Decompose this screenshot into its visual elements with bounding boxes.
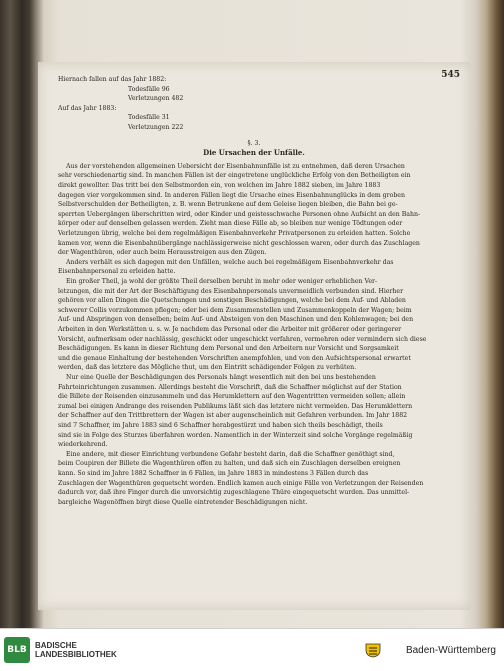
state-coat-of-arms-icon xyxy=(364,642,382,658)
text-line: der Schaffner auf den Trittbrettern der Wagen ist aber augenscheinlich mit Gefahren verbunden. Im Jahr 1882 xyxy=(58,412,408,420)
text-line: Auf- und Abspringen von denselben; beim Auf- und Absteigen von den Maschinen und den Kohlenwagen; bei den xyxy=(58,316,414,324)
text-line: direkt gewollter. Das tritt bei den Selbstmorden ein, von welchen im Jahre 1882 sieben, im Jahre 1883 xyxy=(58,182,381,189)
text-line: Verletzungen übrig, welche bei dem regelmäßigen Eisenbahnverkehr Privatpersonen zu erleiden hatten. Solche xyxy=(58,230,411,237)
text-line: der Wagenthüren, oder auch beim Herausstreigen aus den Zügen. xyxy=(58,249,267,257)
text-line: dagegen vier vorgekommen sind. In anderen Fällen liegt die Ursache eines Eisenbahnunglücks in dem groben xyxy=(58,191,405,199)
text-line: Arbeiten in den Werkstätten u. s. w. Je nachdem das Personal oder die Arbeiter mit größerer oder geringerer xyxy=(58,326,402,333)
text-line: schwerer Collis vorzukommen pflegen; oder bei dem Zusammenstellen und Zusammenkoppeln der Wagen; beim xyxy=(58,306,412,314)
text-line: kann. So sind im Jahre 1882 Schaffner in 6 Fällen, im Jahre 1883 in mindestens 3 Fällen durch das xyxy=(58,470,369,477)
page-number: 545 xyxy=(441,70,460,80)
text-line: Aus der vorstehenden allgemeinen Uebersicht der Eisenbahnunfälle ist zu entnehmen, daß deren Ursachen xyxy=(66,162,405,170)
text-line: werden, daß das letztere das Mögliche thut, um den Eintritt schädigender Folgen zu verhüten. xyxy=(58,364,357,372)
institution-line2: LANDESBIBLIOTHEK xyxy=(35,650,117,659)
text-line: Verletzungen 222 xyxy=(128,124,184,131)
text-line: Eine andere, mit dieser Einrichtung verbundene Gefahr besteht darin, daß die Schaffner genöthigt sind, xyxy=(66,450,395,458)
text-line: Nur eine Quelle der Beschädigungen des Personals hängt wesentlich mit den bei uns bestehenden xyxy=(66,374,376,381)
text-line: Auf das Jahr 1883: xyxy=(58,104,117,112)
text-line: Todesfälle 96 xyxy=(128,85,170,93)
text-line: Eisenbahnpersonal zu erleiden hatte. xyxy=(58,268,176,276)
text-line: letzungen, die mit der Art der Beschäftigung des Eisenbahnpersonals unvermeidlich verbunden sind. Hierher xyxy=(58,287,404,295)
text-line: gehören vor allen Dingen die Quetschungen und sonstigen Beschädigungen, welche bei dem Auf- und Abladen xyxy=(58,297,406,305)
text-line: die Billete der Reisenden einzusammeln und das Herumklettern auf den Wagentritten vermeiden sollen; allein xyxy=(58,393,406,401)
text-line: Anders verhält es sich dagegen mit den Unfällen, welche auch bei regelmäßigem Eisenbahnverkehr das xyxy=(66,258,394,266)
text-line: Hiernach fallen auf das Jahr 1882: xyxy=(58,76,167,83)
institution-name[interactable] xyxy=(35,641,117,659)
text-line: wiederkehrend. xyxy=(58,441,108,449)
state-label[interactable]: Baden-Württemberg xyxy=(405,645,496,656)
text-line: sind 7 Schaffner, im Jahre 1883 sind 6 Schaffner herabgestürzt und haben sich theils beschädigt, theils xyxy=(58,422,383,429)
text-line: und die genaue Einhaltung der bestehenden Vorschriften anempfohlen, und von den Aufsichtspersonal erwartet xyxy=(58,354,411,362)
text-line: Todesfälle 31 xyxy=(128,114,170,122)
text-line: sehr verschiedenartig sind. In manchen Fällen ist der eingetretene unglückliche Erfolg von den Betheiligten ein xyxy=(58,172,411,180)
text-line: Selbstverschulden der Betheiligten, z. B. wenn Betrunkene auf dem Geleise liegen bleiben, die Bahn bei ge- xyxy=(58,201,398,209)
footer-bar xyxy=(0,628,504,671)
text-line: kamen vor, wenn die Eisenbahnübergänge nachlässigerweise nicht geschlossen waren, oder durch das Zuschlagen xyxy=(58,239,420,247)
text-line: Fahrteinrichtungen zusammen. Allerdings besteht die Vorschrift, daß die Schaffner möglichst auf der Station xyxy=(58,383,402,391)
book-page xyxy=(38,62,470,610)
text-line: Die Ursachen der Unfälle. xyxy=(203,149,305,158)
text-line: beim Coupiren der Billete die Wagenthüren offen zu halten, und daß sich ein Zuschlagen derselben ereignen xyxy=(58,460,401,468)
text-line: dadurch vor, daß ihre Finger durch die unvorsichtig zugeschlagene Thüre eingequetscht wurden. Das unmittel- xyxy=(58,489,410,497)
text-line: Zuschlagen der Wagenthüren gequetscht worden. Endlich kamen auch einige Fälle von Verletzungen der Reisenden xyxy=(58,479,424,487)
text-line: zumal bei einigen Andrange des reisenden Publikums läßt sich das letztere nicht vermeiden. Das Herumklettern xyxy=(58,402,413,410)
text-line: sind sie in Folge des Sturzes überfahren worden. Namentlich in der Winterzeit sind solche Vorgänge regelmäßig xyxy=(58,431,413,439)
text-line: körper oder auf denselben gelassen werden. Zieht man diese Fälle ab, so bleiben nur wenige Tödtungen oder xyxy=(58,220,403,228)
text-line: Verletzungen 482 xyxy=(128,95,184,103)
text-line: sperrten Uebergängen überschritten wird, oder Kinder und geistesschwache Personen ohne Aufsicht an den Bahn- xyxy=(58,210,421,218)
institution-line1: BADISCHE xyxy=(35,641,77,650)
text-line: Ein großer Theil, ja wohl der größte Theil derselben beruht in mehr oder weniger erheblichen Ver- xyxy=(66,278,378,285)
text-line: §. 3. xyxy=(247,139,261,147)
text-line: Vorsicht, aufmerksam oder nachlässig, geschickt oder ungeschickt verfahren, vermehren oder vermindern sich diese xyxy=(58,335,427,343)
blb-logo[interactable]: BLB xyxy=(4,637,30,663)
text-line: bargleiche Wagenöffnen birgt diese Quelle eintretender Beschädigungen nicht. xyxy=(58,498,308,506)
text-line: Beschädigungen. Es kann in dieser Richtung dem Personal und den Arbeitern nur Vorsicht und Sorgsamkeit xyxy=(58,345,399,353)
